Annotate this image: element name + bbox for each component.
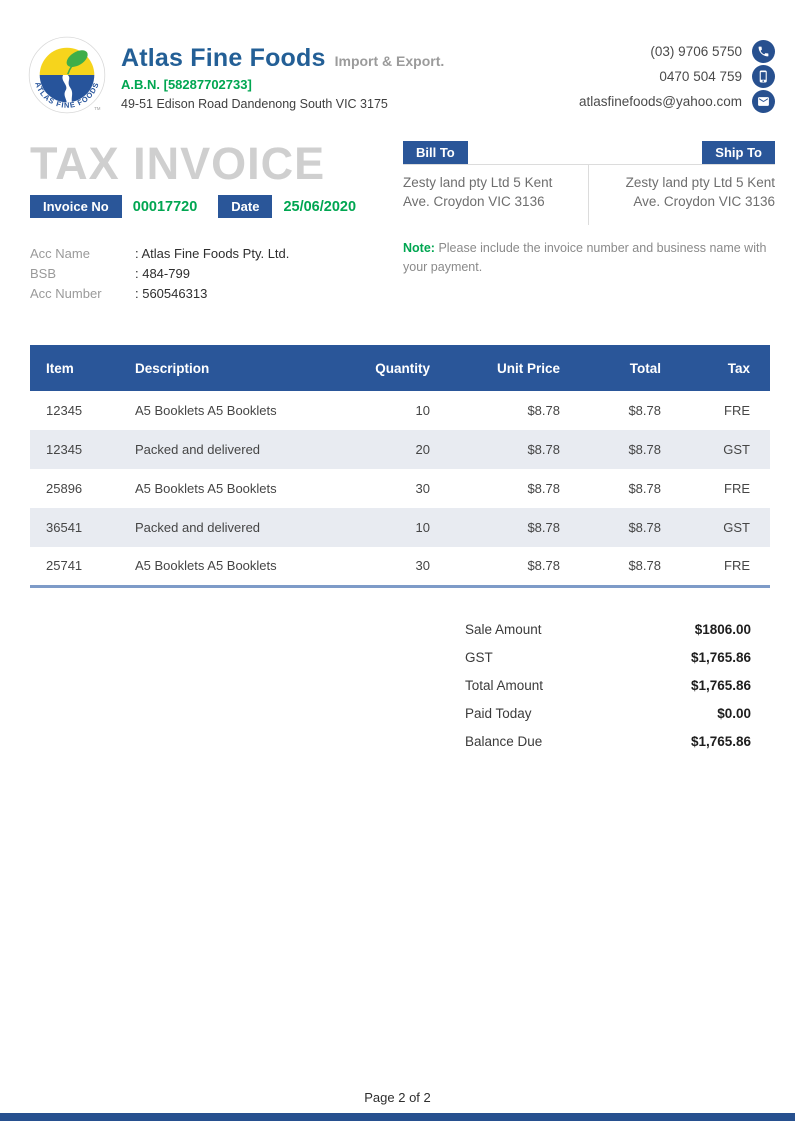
acc-name-row [30, 243, 383, 263]
cell-tax: GST [723, 520, 750, 535]
cell-description: Packed and delivered [135, 442, 261, 457]
bsb-row [30, 263, 383, 283]
paid-today-label: Paid Today [465, 706, 532, 721]
totals-block [30, 616, 770, 756]
col-header-unit-price: Unit Price [430, 345, 560, 391]
table-row [30, 547, 770, 586]
col-header-item: Item [30, 345, 135, 391]
logo-ring-text: ATLAS FINE FOODS [33, 80, 101, 110]
cell-item: 12345 [46, 403, 83, 418]
cell-quantity: 20 [415, 442, 430, 457]
parties-block [403, 141, 775, 303]
cell-description: A5 Booklets A5 Booklets [135, 403, 277, 418]
cell-quantity: 10 [415, 520, 430, 535]
cell-total: $8.78 [628, 403, 661, 418]
cell-total: $8.78 [628, 558, 661, 574]
cell-description: Packed and delivered [135, 520, 261, 535]
cell-total: $8.78 [628, 520, 661, 535]
col-header-tax: Tax [661, 345, 770, 391]
paid-today-value: $0.00 [717, 706, 751, 721]
cell-total: $8.78 [628, 442, 661, 457]
cell-unit-price: $8.78 [527, 520, 560, 535]
cell-item: 36541 [46, 520, 83, 535]
note-label: Note: [403, 240, 435, 255]
gst-value: $1,765.86 [690, 650, 751, 665]
gst-label: GST [465, 650, 493, 665]
footer-bar [0, 1113, 795, 1121]
balance-due-label: Balance Due [465, 734, 543, 749]
items-table-header [30, 345, 770, 391]
header [0, 0, 795, 114]
logo-tm-mark: TM [94, 106, 101, 112]
cell-description: A5 Booklets A5 Booklets [135, 558, 277, 574]
bsb-value: : 484-799 [135, 265, 190, 281]
mobile-icon [752, 65, 775, 88]
cell-item: 25741 [46, 558, 83, 574]
email-icon [752, 90, 775, 113]
balance-due-row [30, 728, 770, 756]
company-address: 49-51 Edison Road Dandenong South VIC 3175 [121, 97, 388, 111]
phone-icon [752, 40, 775, 63]
page-title: TAX INVOICE [30, 138, 326, 189]
company-logo [28, 36, 106, 114]
contact-email [579, 89, 775, 114]
invoice-meta-block [30, 138, 403, 303]
company-tagline: Import & Export. [334, 53, 445, 69]
bill-to-label: Bill To [403, 141, 468, 164]
total-amount-row [30, 672, 770, 700]
col-header-quantity: Quantity [330, 345, 430, 391]
date-value: 25/06/2020 [283, 198, 357, 215]
payment-note [403, 239, 775, 277]
cell-item: 25896 [46, 481, 83, 496]
acc-number-row [30, 283, 383, 303]
cell-total: $8.78 [628, 481, 661, 496]
cell-tax: FRE [724, 558, 750, 574]
cell-unit-price: $8.78 [527, 403, 560, 418]
cell-tax: FRE [724, 481, 750, 496]
total-amount-label: Total Amount [465, 678, 544, 693]
bill-to-address: Zesty land pty Ltd 5 Kent Ave. Croydon VIC 3136 [403, 165, 589, 225]
ship-to-address: Zesty land pty Ltd 5 Kent Ave. Croydon VIC 3136 [625, 175, 775, 209]
cell-quantity: 30 [415, 481, 430, 496]
email-address[interactable]: atlasfinefoods@yahoo.com [578, 94, 742, 109]
invoice-no-value: 00017720 [132, 198, 198, 215]
acc-number-value: : 560546313 [135, 285, 208, 301]
cell-unit-price: $8.78 [527, 442, 560, 457]
note-text: Please include the invoice number and business name with your payment. [403, 240, 767, 274]
company-abn: A.B.N. [58287702733] [121, 77, 252, 92]
total-amount-value: $1,765.86 [690, 678, 751, 693]
cell-tax: GST [723, 442, 750, 457]
col-header-description: Description [135, 345, 330, 391]
cell-unit-price: $8.78 [527, 558, 560, 574]
company-name: Atlas Fine Foods [121, 44, 326, 72]
cell-quantity: 30 [415, 558, 430, 574]
sale-amount-value: $1806.00 [694, 622, 751, 637]
cell-description: A5 Booklets A5 Booklets [135, 481, 277, 496]
balance-due-value: $1,765.86 [690, 734, 751, 749]
col-header-total: Total [560, 345, 661, 391]
acc-name-value: : Atlas Fine Foods Pty. Ltd. [135, 245, 290, 261]
cell-tax: FRE [724, 403, 750, 418]
table-row [30, 469, 770, 508]
contact-mobile [579, 64, 775, 89]
page-number: Page 2 of 2 [364, 1090, 431, 1105]
acc-name-label: Acc Name [30, 245, 90, 261]
gst-row [30, 644, 770, 672]
sale-amount-row [30, 616, 770, 644]
table-row [30, 430, 770, 469]
items-table [30, 345, 770, 588]
mobile-number: 0470 504 759 [659, 69, 742, 84]
acc-number-label: Acc Number [30, 285, 102, 301]
table-row [30, 391, 770, 430]
bank-account-block [30, 243, 383, 303]
cell-item: 12345 [46, 442, 83, 457]
date-label: Date [218, 195, 272, 218]
sale-amount-label: Sale Amount [465, 622, 542, 637]
invoice-no-label: Invoice No [30, 195, 122, 218]
phone-number: (03) 9706 5750 [650, 44, 742, 59]
ship-to-label: Ship To [702, 141, 775, 164]
cell-quantity: 10 [415, 403, 430, 418]
contact-phone [579, 39, 775, 64]
paid-today-row [30, 700, 770, 728]
bsb-label: BSB [30, 265, 57, 281]
table-row [30, 508, 770, 547]
contact-list [579, 39, 775, 114]
company-block [121, 44, 444, 111]
cell-unit-price: $8.78 [527, 481, 560, 496]
parties-header [403, 141, 775, 165]
